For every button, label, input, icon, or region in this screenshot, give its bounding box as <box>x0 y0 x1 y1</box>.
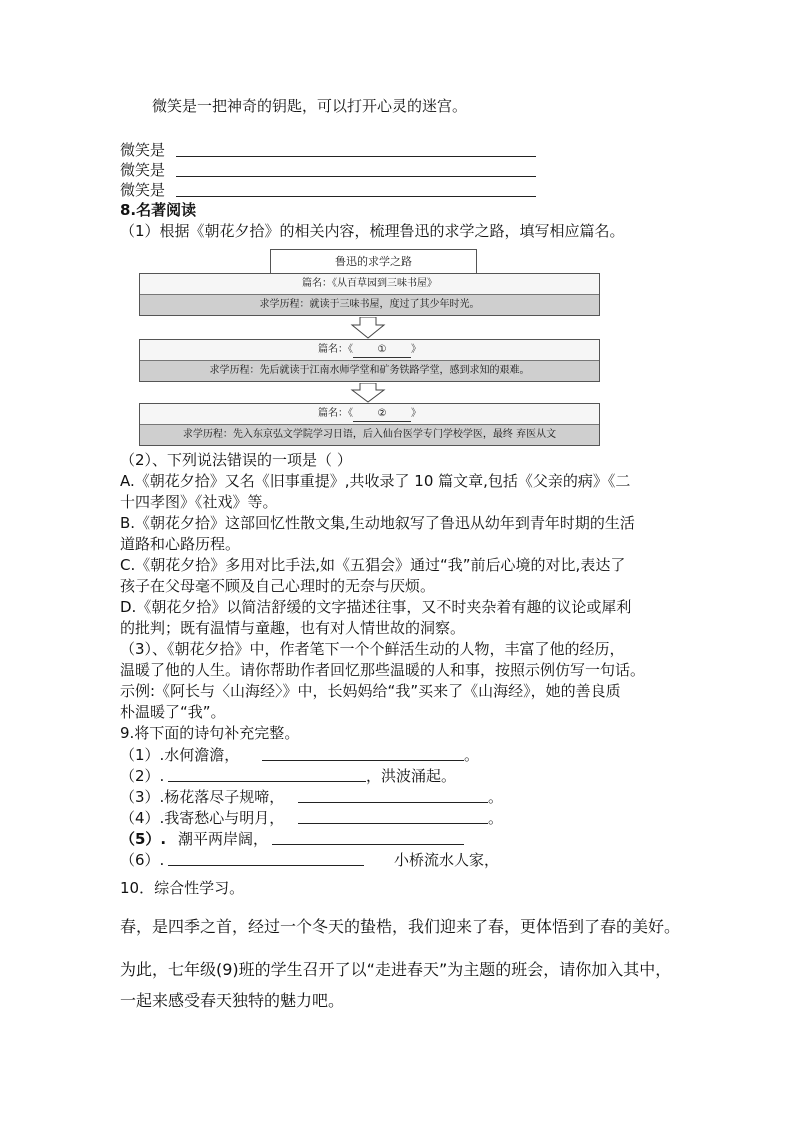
poem-blank-1[interactable] <box>262 760 464 761</box>
q9-heading: 9.将下面的诗句补充完整。 <box>120 724 300 742</box>
option-a-cont: 十四孝图》《社戏》等。 <box>120 493 278 511</box>
option-b: B.《朝花夕拾》这部回忆性散文集,生动地叙写了鲁迅从幼年到青年时期的生活 <box>120 514 635 532</box>
option-c-cont: 孩子在父母毫不顾及自己心理时的无奈与厌烦。 <box>120 577 436 595</box>
poem-line-6-end: 小桥流水人家， <box>394 851 500 869</box>
option-b-cont: 道路和心路历程。 <box>120 535 241 553</box>
poem-line-1: （1）.水何澹澹， <box>120 746 240 764</box>
stage-3-title <box>140 404 599 425</box>
stage-1-title: 篇名：《从百草园到三味书屋》 <box>140 274 599 295</box>
poem-line-5: 潮平两岸阔， <box>178 830 269 848</box>
stage-2-suffix: 》 <box>411 344 421 355</box>
poem-line-4-end: 。 <box>488 809 504 827</box>
intro-sentence: 微笑是一把神奇的钥匙，可以打开心灵的迷宫。 <box>152 97 468 115</box>
smile-line-label: 微笑是 <box>120 141 166 159</box>
q8-3-example-cont: 朴温暖了“我”。 <box>120 703 226 721</box>
answer-blank[interactable] <box>176 196 536 197</box>
answer-blank[interactable] <box>176 156 536 157</box>
smile-line-label: 微笑是 <box>120 161 166 179</box>
option-c: C.《朝花夕拾》多用对比手法,如《五猖会》通过“我”前后心境的对比,表达了 <box>120 556 626 574</box>
poem-blank-6[interactable] <box>168 865 364 866</box>
option-a: A.《朝花夕拾》又名《旧事重提》,共收录了 10 篇文章,包括《父亲的病》《二 <box>120 472 631 490</box>
down-arrow-icon <box>350 317 386 339</box>
stage-1-panel <box>139 273 600 316</box>
smile-line-label: 微笑是 <box>120 181 166 199</box>
stage-2-title <box>140 340 599 361</box>
option-d: D.《朝花夕拾》以简洁舒缓的文字描述往事，又不时夹杂着有趣的议论或犀利 <box>120 598 632 616</box>
q10-paragraph-2-cont: 一起来感受春天独特的魅力吧。 <box>120 991 345 1010</box>
diagram-title: 鲁迅的求学之路 <box>270 249 477 275</box>
poem-line-5-number: （5）. <box>120 830 167 848</box>
q8-3-prompt: （3）、《朝花夕拾》中，作者笔下一个个鲜活生动的人物，丰富了他的经历， <box>120 640 625 658</box>
poem-line-6: （6）. <box>120 851 165 869</box>
q8-heading: 8.名著阅读 <box>120 201 197 219</box>
stage-3-desc: 求学历程：先入东京弘文学院学习日语，后入仙台医学专门学校学医，最终 弃医从文 <box>140 425 599 445</box>
option-d-cont: 的批判；既有温情与童趣，也有对人情世故的洞察。 <box>120 619 466 637</box>
poem-line-2-end: ，洪波涌起。 <box>366 767 457 785</box>
poem-line-3-end: 。 <box>488 788 504 806</box>
poem-blank-2[interactable] <box>168 781 366 782</box>
stage-2-prefix: 篇名：《 <box>318 344 353 355</box>
poem-line-1-end: 。 <box>464 746 480 764</box>
q10-paragraph-1: 春，是四季之首，经过一个冬天的蛰梏，我们迎来了春，更体悟到了春的美好。 <box>120 917 681 936</box>
poem-blank-5[interactable] <box>272 844 464 845</box>
stage-3-suffix: 》 <box>411 408 421 419</box>
answer-blank[interactable] <box>176 176 536 177</box>
q8-3-example: 示例:《阿长与〈山海经〉》中，长妈妈给“我”买来了《山海经》，她的善良质 <box>120 682 621 700</box>
q8-2-prompt: （2）、下列说法错误的一项是（ ） <box>120 451 352 469</box>
poem-blank-4[interactable] <box>298 823 488 824</box>
down-arrow-icon <box>350 383 386 403</box>
stage-1-desc: 求学历程：就读于三味书屋，度过了其少年时光。 <box>140 295 599 315</box>
stage-3-panel <box>139 403 600 446</box>
poem-line-4: （4）.我寄愁心与明月， <box>120 809 285 827</box>
poem-line-2: （2）. <box>120 767 165 785</box>
q8-1-prompt: （1）根据《朝花夕拾》的相关内容，梳理鲁迅的求学之路，填写相应篇名。 <box>120 222 625 240</box>
stage-3-blank[interactable]: ② <box>353 407 411 422</box>
poem-line-3: （3）.杨花落尽子规啼， <box>120 788 285 806</box>
stage-2-blank[interactable]: ① <box>353 343 411 358</box>
q10-heading: 10．综合性学习。 <box>120 879 245 897</box>
q10-paragraph-2: 为此，七年级(9)班的学生召开了以“走进春天”为主题的班会，请你加入其中， <box>120 960 672 979</box>
stage-2-panel <box>139 339 600 382</box>
study-path-diagram <box>139 249 600 446</box>
stage-2-desc: 求学历程：先后就读于江南水师学堂和矿务铁路学堂，感到求知的艰难。 <box>140 361 599 381</box>
stage-3-prefix: 篇名：《 <box>318 408 353 419</box>
q8-3-prompt-cont: 温暖了他的人生。请你帮助作者回忆那些温暖的人和事，按照示例仿写一句话。 <box>120 661 646 679</box>
poem-blank-3[interactable] <box>298 802 488 803</box>
